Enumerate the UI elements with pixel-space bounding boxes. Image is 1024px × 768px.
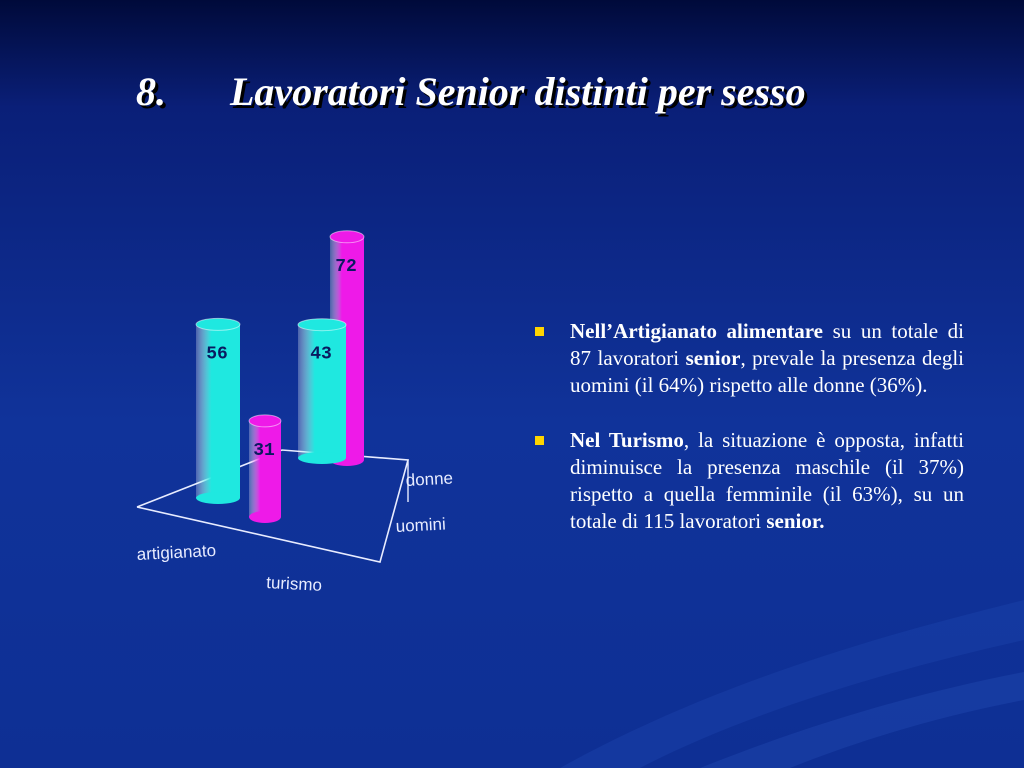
- x-tick-label: artigianato: [136, 540, 217, 564]
- cylinder-top: [196, 318, 240, 330]
- bullet-text: , prevale la presenza degli uomini (il 64%) rispetto alle donne (36%).: [570, 346, 964, 397]
- bullet-list: [530, 318, 964, 563]
- title-number: 8.: [136, 69, 166, 114]
- cylinder-top: [330, 231, 364, 243]
- x-tick-label: turismo: [265, 573, 323, 595]
- cylinder-base: [249, 511, 281, 523]
- data-label: 43: [310, 344, 332, 365]
- bullet-bold-text: senior.: [766, 509, 825, 533]
- data-label: 72: [335, 256, 357, 277]
- data-label: 31: [253, 440, 275, 461]
- depth-tick-label: uomini: [395, 514, 447, 536]
- bullet-bold-text: Nel Turismo: [570, 428, 684, 452]
- bullet-bold-text: senior: [685, 346, 741, 370]
- bullet-square-icon: [535, 436, 544, 445]
- bullet-item: [530, 427, 964, 535]
- cylinder-top: [249, 415, 281, 427]
- bullet-item: [530, 318, 964, 399]
- bullet-text: , la situazione è opposta, infatti diminuisce la presenza maschile (il 37%) rispetto a quella femminile (il 63%), su un totale di 115 lavoratori: [570, 428, 964, 533]
- cylinder-base: [196, 492, 240, 504]
- bar-uomini-artigianato: [196, 318, 240, 504]
- bullet-text: su un totale di 87 lavoratori: [570, 319, 964, 370]
- bar-donne-artigianato: [249, 415, 281, 523]
- depth-tick-label: donne: [405, 468, 454, 490]
- bar-uomini-turismo: [298, 319, 346, 464]
- cylinder-base: [298, 452, 346, 464]
- data-label: 56: [206, 344, 228, 365]
- bullet-bold-text: Nell’Artigianato alimentare: [570, 319, 823, 343]
- title-text: Lavoratori Senior distinti per sesso: [230, 69, 806, 114]
- cylinder-body: [249, 421, 281, 517]
- bullet-square-icon: [535, 327, 544, 336]
- cylinder-top: [298, 319, 346, 331]
